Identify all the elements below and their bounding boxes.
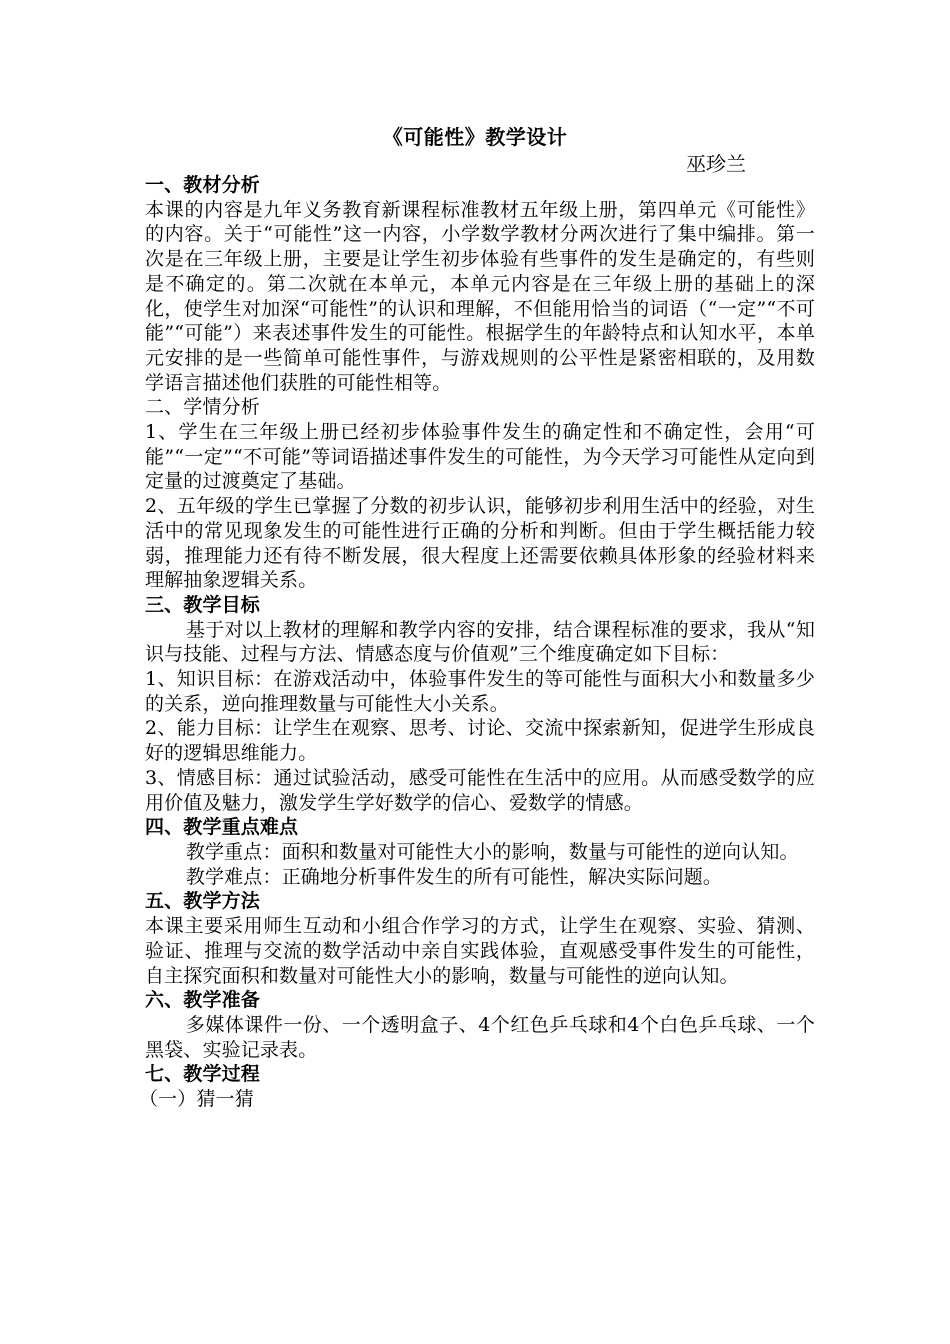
document-body <box>139 173 815 1112</box>
document-title: 《可能性》教学设计 <box>382 125 568 149</box>
paragraph-textbook-analysis: 本课的内容是九年义务教育新课程标准教材五年级上册，第四单元《可能性》的内容。关于“可能性”这一内容，小学数学教材分两次进行了集中编排。第一次是在三年级上册，主要是让学生初步体验有些事件的发生是确定的，有些则是不确定的。第二次就在本单元，本单元内容是在三年级上册的基础上的深化，使学生对加深“可能性”的认识和理解，不但能用恰当的词语（“一定”“不可能”“可能”）来表述事件发生的可能性。根据学生的年龄特点和认知水平，本单元安排的是一些简单可能性事件，与游戏规则的公平性是紧密相联的，及用数学语言描述他们获胜的可能性相等。 <box>145 198 815 394</box>
section-heading-key-points: 四、教学重点难点 <box>145 816 299 839</box>
section-heading-teaching-preparation: 六、教学准备 <box>145 989 260 1012</box>
section-heading-teaching-process: 七、教学过程 <box>145 1063 260 1086</box>
paragraph-goal-knowledge: 1、知识目标：在游戏活动中，体验事件发生的等可能性与面积大小和数量多少的关系，逆向推理数量与可能性大小关系。 <box>145 668 815 715</box>
paragraph-key-point: 教学重点：面积和数量对可能性大小的影响，数量与可能性的逆向认知。 <box>185 840 799 863</box>
paragraph-goal-emotion: 3、情感目标：通过试验活动，感受可能性在生活中的应用。从而感受数学的应用价值及魅力，激发学生学好数学的信心、爱数学的情感。 <box>145 766 815 814</box>
author-name: 巫珍兰 <box>686 152 746 176</box>
paragraph-teaching-methods: 本课主要采用师生互动和小组合作学习的方式，让学生在观察、实验、猜测、验证、推理与交流的数学活动中亲自实践体验，直观感受事件发生的可能性，自主探究面积和数量对可能性大小的影响，数量与可能性的逆向认知。 <box>145 915 815 987</box>
paragraph-student-analysis-2: 2、五年级的学生已掌握了分数的初步认识，能够初步利用生活中的经验，对生活中的常见现象发生的可能性进行正确的分析和判断。但由于学生概括能力较弱，推理能力还有待不断发展，很大程度上还需要依赖具体形象的经验材料来理解抽象逻辑关系。 <box>145 495 815 592</box>
section-heading-student-analysis: 二、学情分析 <box>145 396 260 419</box>
paragraph-difficult-point: 教学难点：正确地分析事件发生的所有可能性，解决实际问题。 <box>185 865 723 888</box>
paragraph-teaching-preparation: 多媒体课件一份、一个透明盒子、4个红色乒乓球和4个白色乒乓球、一个黑袋、实验记录表。 <box>145 1013 815 1061</box>
subsection-heading-guess: （一）猜一猜 <box>139 1088 254 1111</box>
paragraph-goals-intro: 基于对以上教材的理解和教学内容的安排，结合课程标准的要求，我从“知识与技能、过程与方法、情感态度与价值观”三个维度确定如下目标： <box>145 618 815 666</box>
section-heading-teaching-methods: 五、教学方法 <box>145 890 260 913</box>
paragraph-goal-ability: 2、能力目标：让学生在观察、思考、讨论、交流中探索新知，促进学生形成良好的逻辑思维能力。 <box>145 717 815 765</box>
section-heading-teaching-goals: 三、教学目标 <box>145 593 260 616</box>
paragraph-student-analysis-1: 1、学生在三年级上册已经初步体验事件发生的确定性和不确定性，会用“可能”“一定”“不可能”等词语描述事件发生的可能性，为今天学习可能性从定向到定量的过渡奠定了基础。 <box>145 421 815 493</box>
section-heading-textbook-analysis: 一、教材分析 <box>145 174 260 196</box>
